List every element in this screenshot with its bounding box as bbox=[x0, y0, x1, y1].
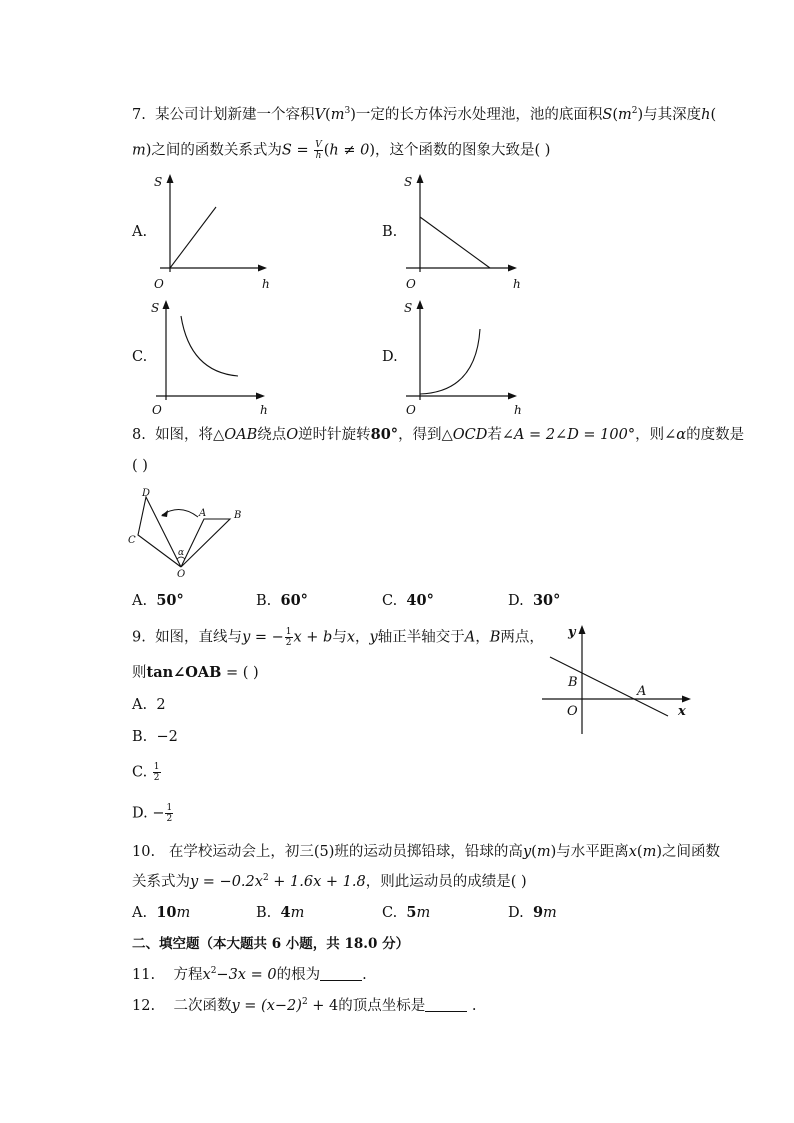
q7-graph-a bbox=[150, 170, 280, 295]
q7-graph-c-curve bbox=[181, 316, 238, 376]
q8-figure bbox=[126, 485, 251, 580]
q7-line2: m)之间的函数关系式为S = $\frac{V}{h}$ (h ≠ 0)，这个函数的图象大致是( ) bbox=[132, 140, 551, 161]
q10-option-c[interactable]: C. 5m bbox=[382, 904, 431, 921]
q10-option-b[interactable]: B. 4m bbox=[256, 904, 305, 921]
q11-line: 11. 方程$x^2-3x = 0$的根为 . bbox=[132, 966, 367, 983]
q7-option-c-label[interactable]: C. bbox=[132, 349, 148, 365]
q9-line1: 9. 如图，直线与y = − $\frac{1}{2}$ x + b与x，y轴正半轴交于A，B两点， bbox=[132, 627, 544, 648]
q7-graph-d-x-label: h bbox=[514, 403, 522, 417]
q9-fraction: $\frac{1}{2}$ bbox=[285, 627, 292, 648]
q9-label-b: B bbox=[568, 675, 578, 690]
q7-fraction: $\frac{V}{h}$ bbox=[315, 140, 322, 161]
q7-graph-b-origin: O bbox=[406, 277, 416, 291]
q7-graph-c-x-label: h bbox=[260, 403, 268, 417]
q8-option-d[interactable]: D. 30° bbox=[508, 592, 561, 609]
q7-graph-d-origin: O bbox=[406, 403, 416, 417]
q10-number: 10. bbox=[132, 844, 156, 860]
q7-graph-a-y-label: S bbox=[154, 175, 163, 189]
q7-graph-b-curve bbox=[420, 217, 490, 268]
q9-figure bbox=[538, 620, 698, 742]
q10-line2: 关系式为$y = -0.2x^2 + 1.6x + 1.8$，则此运动员的成绩是( ) bbox=[132, 873, 527, 890]
q7-graph-c-y-label: S bbox=[151, 301, 160, 315]
q7-graph-c bbox=[150, 296, 280, 421]
q7-option-b-label[interactable]: B. bbox=[382, 224, 398, 240]
q9-label-a: A bbox=[637, 684, 647, 699]
q8-line2: ( ) bbox=[132, 458, 148, 474]
q9-option-a[interactable]: A. 2 bbox=[132, 697, 166, 713]
q9-line2: 则tan∠OAB = ( ) bbox=[132, 664, 259, 681]
q9-label-o: O bbox=[567, 704, 578, 719]
q8-line1: 8. 如图，将△OAB绕点O逆时针旋转80°，得到△OCD若∠A = 2∠D = 100°，则∠α的度数是 bbox=[132, 426, 745, 443]
q8-option-c[interactable]: C. 40° bbox=[382, 592, 434, 609]
q7-option-a-label[interactable]: A. bbox=[132, 224, 148, 240]
q7-graph-c-origin: O bbox=[152, 403, 162, 417]
q9-label-x: x bbox=[678, 704, 686, 719]
q8-label-d: D bbox=[142, 488, 151, 499]
q12-line: 12. 二次函数$y = (x-2)^2 + 4$的顶点坐标是 . bbox=[132, 997, 477, 1014]
q8-label-o: O bbox=[177, 569, 186, 580]
q7-graph-b-x-label: h bbox=[513, 277, 521, 291]
q8-option-a[interactable]: A. 50° bbox=[132, 592, 184, 609]
q12-number: 12. bbox=[132, 998, 156, 1014]
q7-graph-a-x-label: h bbox=[262, 277, 270, 291]
q9-number: 9. bbox=[132, 629, 146, 646]
q10-option-a[interactable]: A. 10m bbox=[132, 904, 191, 921]
q10-option-d[interactable]: D. 9m bbox=[508, 904, 557, 921]
section-title: 二、填空题（本大题共 6 小题，共 18.0 分） bbox=[132, 936, 410, 952]
q8-label-alpha: α bbox=[178, 548, 185, 558]
q12-answer-blank[interactable] bbox=[425, 997, 467, 1012]
q7-graph-b bbox=[400, 170, 530, 295]
q7-number: 7. bbox=[132, 107, 146, 123]
q7-graph-d-y-label: S bbox=[404, 301, 413, 315]
q8-label-b: B bbox=[234, 510, 242, 521]
q8-label-c: C bbox=[128, 535, 136, 546]
q7-option-d-label[interactable]: D. bbox=[382, 349, 398, 365]
q7-graph-d-curve bbox=[420, 329, 480, 394]
q10-line1: 10. 在学校运动会上，初三(5)班的运动员掷铅球，铅球的高y(m)与水平距离x(m)之间函数 bbox=[132, 844, 721, 860]
q9-option-c[interactable]: C. $\frac{1}{2}$ bbox=[132, 762, 160, 783]
q8-label-a: A bbox=[199, 508, 207, 519]
q7-graph-a-curve bbox=[170, 207, 216, 268]
q11-answer-blank[interactable] bbox=[320, 966, 362, 981]
q7-graph-b-y-label: S bbox=[404, 175, 413, 189]
q8-option-b[interactable]: B. 60° bbox=[256, 592, 308, 609]
q7-line1: 7. 某公司计划新建一个容积$V(m^3)$一定的长方体污水处理池，池的底面积$S(m^2)$与其深度h( bbox=[132, 106, 717, 123]
q9-option-d[interactable]: D. − $\frac{1}{2}$ bbox=[132, 803, 173, 824]
q7-text: 某公司计划新建一个容积 bbox=[155, 107, 315, 123]
q9-option-b[interactable]: B. −2 bbox=[132, 729, 178, 745]
q8-number: 8. bbox=[132, 427, 146, 443]
q7-graph-a-origin: O bbox=[154, 277, 164, 291]
q7-graph-d bbox=[400, 296, 530, 421]
q9-label-y: y bbox=[568, 625, 576, 640]
q11-number: 11. bbox=[132, 967, 156, 983]
